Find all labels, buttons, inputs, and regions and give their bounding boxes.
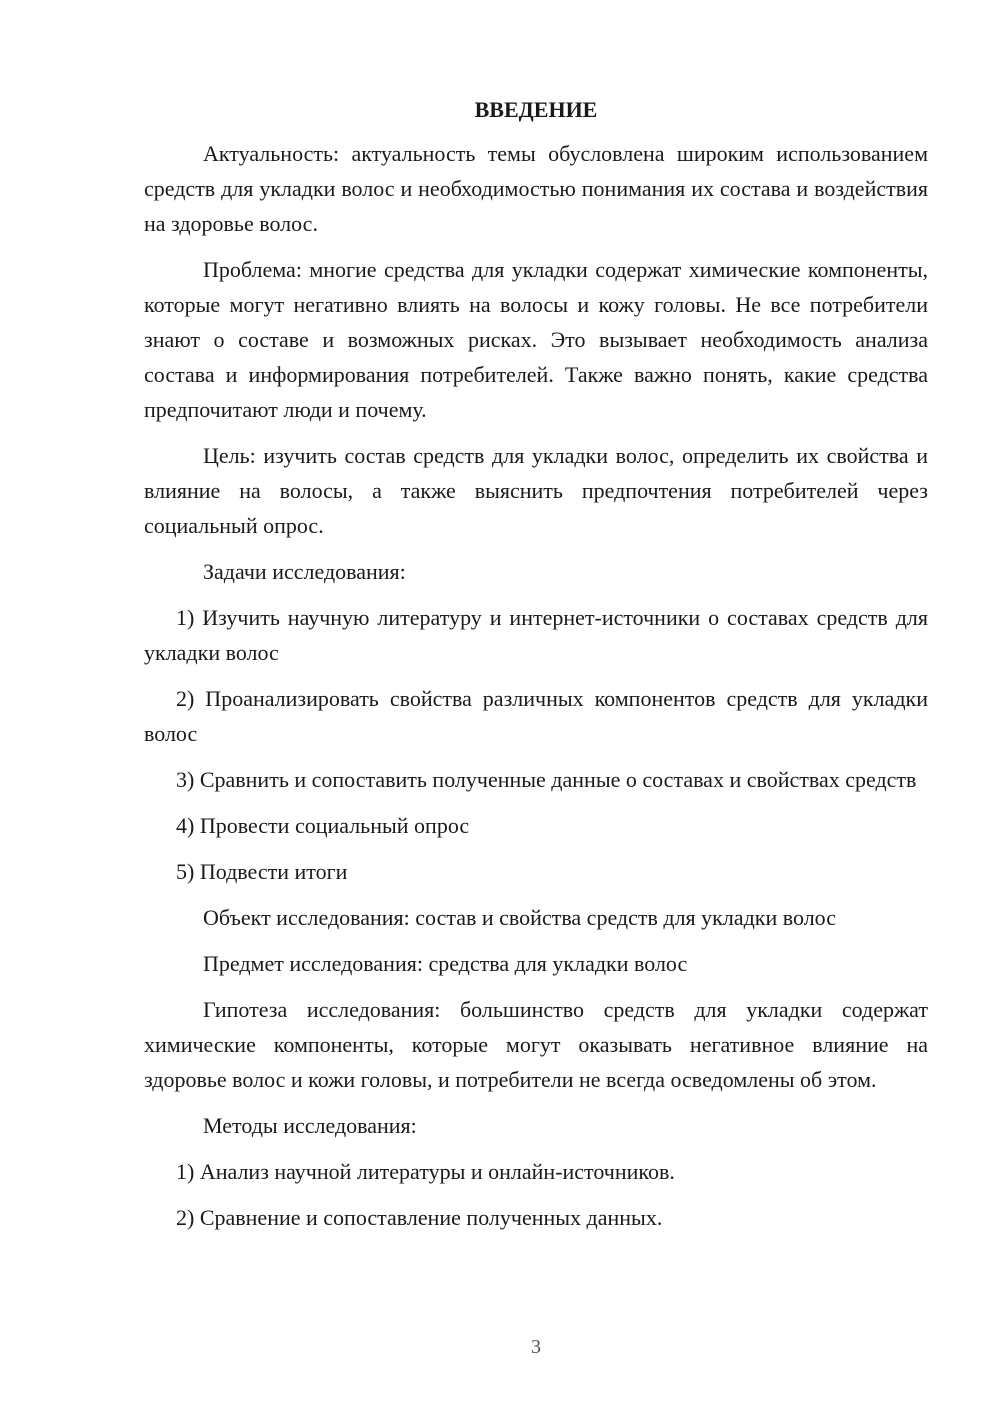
problem-paragraph: Проблема: многие средства для укладки содержат химические компоненты, которые могут негативно влиять на волосы и кожу головы. Не все потребители знают о составе и возможных рисках. Это вызывает необходимость анализа состава и информирования потребителей. Также важно понять, какие средства предпочитают люди и почему. [144,257,928,422]
methods-title: Методы исследования: [203,1113,417,1138]
method-item: 2) Сравнение и сопоставление полученных данных. [176,1205,663,1230]
tasks-title: Задачи исследования: [203,559,406,584]
hypothesis-paragraph: Гипотеза исследования: большинство средств для укладки содержат химические компоненты, которые могут оказывать негативное влияние на здоровье волос и кожи головы, и потребители не всегда осведомлены об этом. [144,997,928,1092]
relevance-paragraph: Актуальность: актуальность темы обусловлена широким использованием средств для укладки волос и необходимостью понимания их состава и воздействия на здоровье волос. [144,141,928,236]
method-item: 1) Анализ научной литературы и онлайн-источников. [176,1159,675,1184]
page-number: 3 [531,1336,541,1358]
task-item: 5) Подвести итоги [176,859,348,884]
task-item: 3) Сравнить и сопоставить полученные данные о составах и свойствах средств [176,767,917,792]
task-item: 4) Провести социальный опрос [176,813,470,838]
task-item: 2) Проанализировать свойства различных компонентов средств для укладки волос [144,686,928,746]
goal-paragraph: Цель: изучить состав средств для укладки волос, определить их свойства и влияние на волосы, а также выяснить предпочтения потребителей через социальный опрос. [144,443,928,538]
subject-paragraph: Предмет исследования: средства для укладки волос [203,951,688,976]
section-heading: ВВЕДЕНИЕ [474,97,598,122]
document-page [144,94,928,1235]
object-paragraph: Объект исследования: состав и свойства средств для укладки волос [203,905,836,930]
task-item: 1) Изучить научную литературу и интернет-источники о составах средств для укладки волос [144,605,928,665]
